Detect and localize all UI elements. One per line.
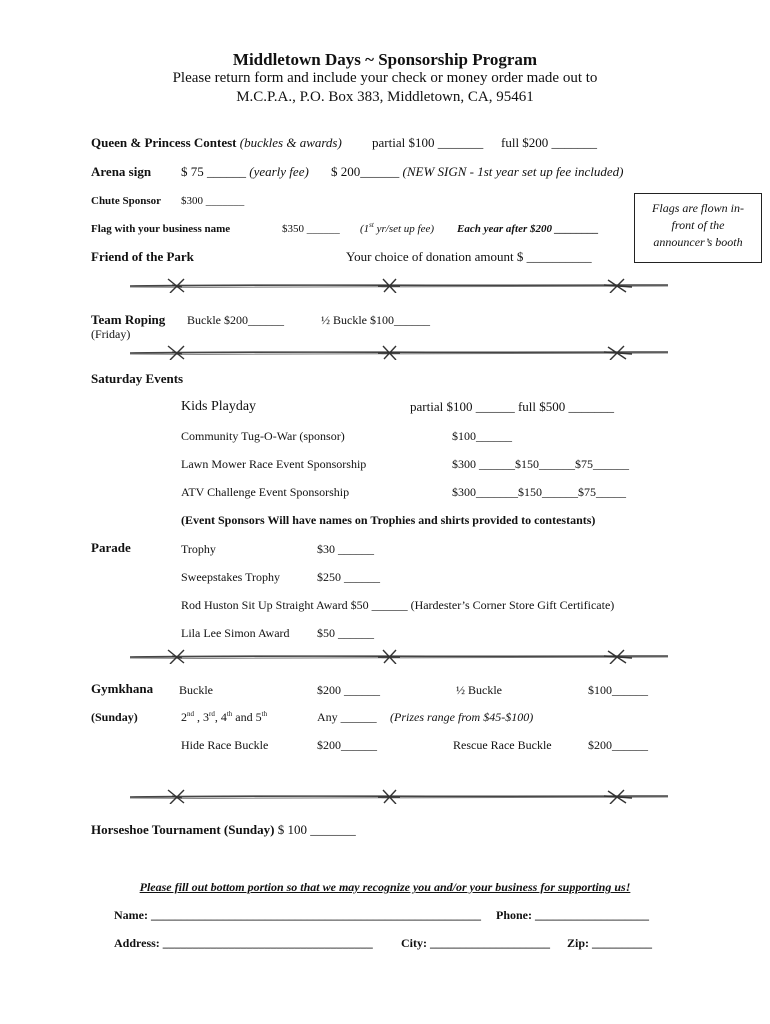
arena-new-field[interactable] [331, 164, 623, 180]
arena-sign-label: Arena sign [91, 164, 152, 179]
arena-yearly-note: (yearly fee) [249, 164, 309, 179]
saturday-events-heading: Saturday Events [91, 371, 184, 386]
address-field[interactable]: Address: ___________________________________ [114, 936, 373, 950]
atv-challenge-label: ATV Challenge Event Sponsorship [181, 485, 350, 499]
sweepstakes-field[interactable]: $250 ______ [317, 570, 380, 584]
donation-field[interactable]: Your choice of donation amount $ __________ [346, 249, 592, 264]
team-roping-buckle-field[interactable]: Buckle $200______ [187, 313, 284, 327]
name-field[interactable]: Name: _______________________________________________________ [114, 908, 481, 922]
horseshoe-label: Horseshoe Tournament (Sunday) [91, 822, 275, 837]
hide-race-field[interactable]: $200______ [317, 738, 377, 752]
barbed-wire-divider [128, 648, 670, 664]
flags-info-line: front of the [671, 218, 725, 232]
horseshoe-field[interactable]: $ 100 _______ [277, 822, 356, 837]
parade-label: Parade [91, 540, 131, 555]
gymkhana-buckle-label: Buckle [179, 683, 213, 697]
gymkhana-half-buckle-label: ½ Buckle [456, 683, 502, 697]
flag-setup-note: (1st yr/set up fee) [360, 221, 435, 235]
lila-simon-label: Lila Lee Simon Award [181, 626, 290, 640]
barbed-wire-divider [128, 344, 670, 360]
gymkhana-prizes-note: (Prizes range from $45-$100) [390, 710, 534, 724]
queen-contest-note: (buckles & awards) [239, 135, 342, 150]
lawn-mower-label: Lawn Mower Race Event Sponsorship [181, 457, 367, 471]
queen-contest-label: Queen & Princess Contest [91, 135, 237, 150]
parade-trophy-field[interactable]: $30 ______ [317, 542, 374, 556]
zip-field[interactable]: Zip: __________ [567, 936, 653, 950]
friend-of-park-label: Friend of the Park [91, 249, 194, 264]
recognition-instruction: Please fill out bottom portion so that we may recognize you and/or your business for supporting us! [139, 880, 631, 894]
page-title: Middletown Days ~ Sponsorship Program [232, 50, 538, 69]
flag-business-label: Flag with your business name [91, 223, 231, 235]
barbed-wire-divider [128, 277, 670, 293]
hide-race-label: Hide Race Buckle [181, 738, 269, 752]
team-roping-day: (Friday) [91, 327, 131, 341]
flag-renewal-field[interactable]: Each year after $200 ________ [457, 223, 599, 235]
horseshoe-row [91, 822, 356, 838]
team-roping-label: Team Roping [91, 312, 166, 327]
queen-contest-row [91, 135, 342, 151]
atv-challenge-field[interactable]: $300_______$150______$75_____ [452, 485, 626, 499]
chute-sponsor-label: Chute Sponsor [91, 195, 161, 207]
queen-full-field[interactable]: full $200 _______ [501, 135, 598, 150]
gymkhana-half-buckle-field[interactable]: $100______ [588, 683, 648, 697]
gymkhana-any-field[interactable]: Any ______ [317, 710, 377, 724]
sweepstakes-label: Sweepstakes Trophy [181, 570, 281, 584]
return-instruction: Please return form and include your check or money order made out to [172, 70, 598, 86]
kids-playday-label: Kids Playday [181, 399, 257, 414]
arena-yearly-field[interactable] [181, 164, 309, 180]
tug-o-war-field[interactable]: $100______ [452, 429, 512, 443]
lila-simon-field[interactable]: $50 ______ [317, 626, 374, 640]
chute-sponsor-field[interactable]: $300 _______ [181, 195, 245, 207]
flags-info-box [634, 193, 762, 263]
arena-new-price[interactable]: $ 200______ [331, 164, 400, 179]
kids-playday-field[interactable]: partial $100 ______ full $500 _______ [410, 399, 615, 414]
barbed-wire-divider [128, 788, 670, 804]
event-sponsor-note: (Event Sponsors Will have names on Trophies and shirts provided to contestants) [181, 513, 596, 527]
arena-new-note: (NEW SIGN - 1st year set up fee included) [402, 164, 624, 179]
tug-o-war-label: Community Tug-O-War (sponsor) [181, 429, 345, 443]
gymkhana-day: (Sunday) [91, 710, 138, 724]
parade-trophy-label: Trophy [181, 542, 216, 556]
rod-huston-award-field[interactable]: Rod Huston Sit Up Straight Award $50 ______ (Hardester’s Corner Store Gift Certificate) [181, 598, 615, 612]
gymkhana-places-label: 2nd , 3rd, 4th and 5th [181, 710, 268, 724]
gymkhana-buckle-field[interactable]: $200 ______ [317, 683, 380, 697]
rescue-race-label: Rescue Race Buckle [453, 738, 552, 752]
team-roping-half-buckle-field[interactable]: ½ Buckle $100______ [321, 313, 430, 327]
flag-price-field[interactable]: $350 ______ [282, 223, 340, 235]
mailing-address: M.C.P.A., P.O. Box 383, Middletown, CA, 95461 [236, 89, 534, 105]
city-field[interactable]: City: ____________________ [401, 936, 550, 950]
lawn-mower-field[interactable]: $300 ______$150______$75______ [452, 457, 629, 471]
gymkhana-label: Gymkhana [91, 681, 154, 696]
arena-yearly-price[interactable]: $ 75 ______ [181, 164, 246, 179]
queen-partial-field[interactable]: partial $100 _______ [372, 135, 484, 150]
flags-info-line: Flags are flown in- [652, 201, 744, 215]
flags-info-line: announcer’s booth [653, 235, 743, 249]
phone-field[interactable]: Phone: ___________________ [496, 908, 649, 922]
rescue-race-field[interactable]: $200______ [588, 738, 648, 752]
